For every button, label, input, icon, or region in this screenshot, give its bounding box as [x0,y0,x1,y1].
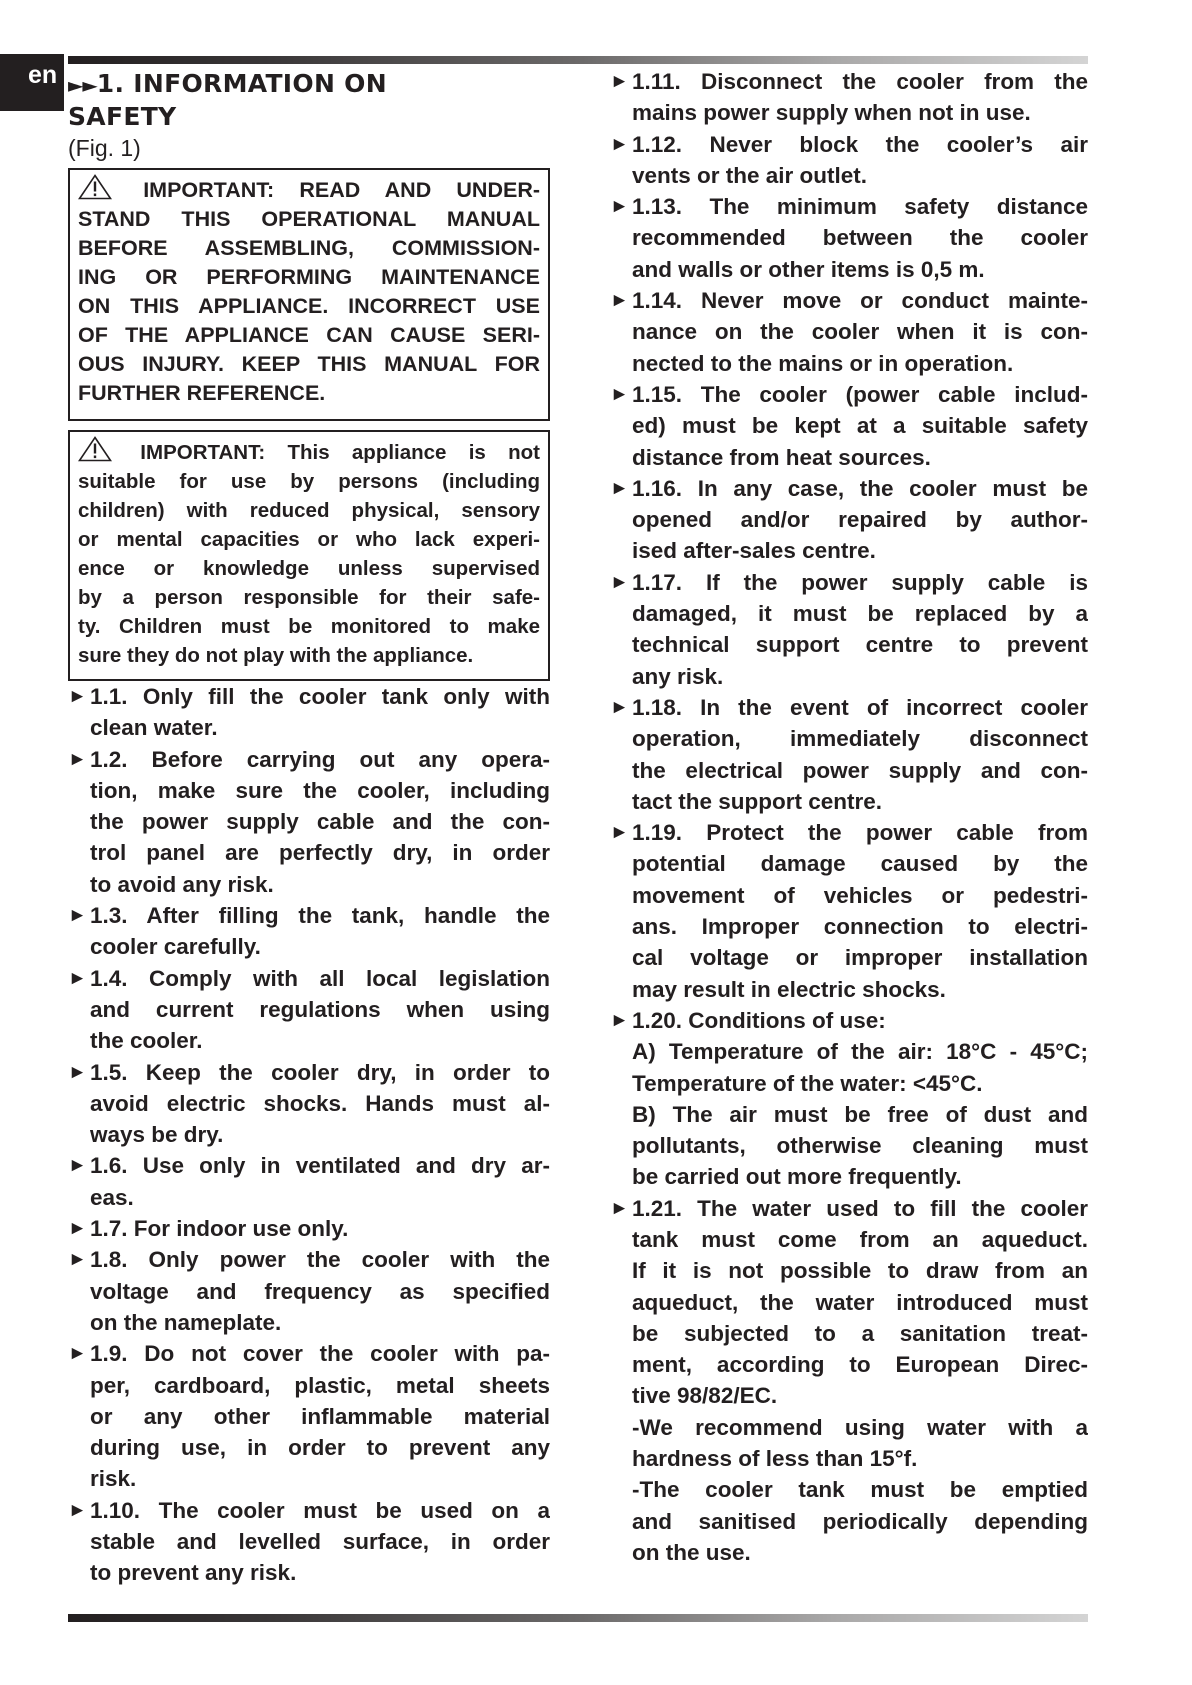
left-column [68,68,550,1589]
safety-item [610,66,1088,129]
right-column [610,66,1088,1568]
safety-item-line: to avoid any risk. [90,871,274,897]
section-heading-line-1 [68,68,550,101]
safety-item-line: may result in electric shocks. [632,976,946,1002]
safety-item [68,1495,550,1589]
safety-item-line: 1.12. Never block the cooler’s air [632,131,1088,157]
safety-item-line: tion, make sure the cooler, including [90,777,550,803]
warning-text-line: sure they do not play with the appliance. [78,644,474,667]
arrow-bullet-icon: ► [610,477,629,499]
safety-item-line: risk. [90,1466,137,1492]
warning-text-line: OF THE APPLIANCE CAN CAUSE SERI- [78,323,540,347]
warning-text-line: OUS INJURY. KEEP THIS MANUAL FOR [78,352,540,376]
safety-item-line: 1.10. The cooler must be used on a [90,1497,550,1523]
safety-item [68,1057,550,1151]
double-arrow-icon: ►► [68,73,97,97]
safety-item-line: on the nameplate. [90,1309,282,1335]
warning-text-line: or mental capacities or who lack experi- [78,528,540,551]
warning-box-suitability [68,430,550,681]
safety-item-line: 1.19. Protect the power cable from [632,820,1088,846]
safety-item-line: the cooler. [90,1028,203,1054]
safety-subitem-line: pollutants, otherwise cleaning must [632,1133,1088,1159]
safety-item-line: the power supply cable and the con- [90,809,550,835]
warning-text-line: BEFORE ASSEMBLING, COMMISSION- [78,236,540,260]
safety-subitem-line: and sanitised periodically depending [632,1508,1088,1534]
safety-item-line: 1.2. Before carrying out any opera- [90,746,550,772]
warning-text-line [78,436,540,467]
safety-item-line: 1.18. In the event of incorrect cooler [632,694,1088,720]
safety-item-line: clean water. [90,715,218,741]
safety-item [610,1005,1088,1193]
safety-item-line: 1.16. In any case, the cooler must be [632,475,1088,501]
arrow-bullet-icon: ► [68,905,87,927]
warning-text-line: suitable for use by persons (including [78,470,540,493]
safety-item-line: 1.5. Keep the cooler dry, in order to [90,1059,550,1085]
warning-text-line: children) with reduced physical, sensory [78,499,540,522]
arrow-bullet-icon: ► [68,748,87,770]
arrow-bullet-icon: ► [610,1197,629,1219]
safety-item [610,191,1088,285]
safety-item [610,129,1088,192]
safety-subitem-line: -The cooler tank must be emptied [632,1477,1088,1503]
safety-item [610,285,1088,379]
safety-item [68,1213,550,1244]
safety-item-line: 1.21. The water used to fill the cooler [632,1195,1088,1221]
arrow-bullet-icon: ► [610,1009,629,1031]
section-heading-line-2: SAFETY [68,102,177,131]
safety-item-line: or any other inflammable material [90,1403,550,1429]
arrow-bullet-icon: ► [610,133,629,155]
safety-item-line: to prevent any risk. [90,1560,297,1586]
safety-item-line: opened and/or repaired by author- [632,507,1088,533]
safety-subitem-line: Temperature of the water: <45°C. [632,1070,983,1096]
safety-item [610,379,1088,473]
arrow-bullet-icon: ► [610,290,629,312]
arrow-bullet-icon: ► [610,196,629,218]
arrow-bullet-icon: ► [610,696,629,718]
safety-item [68,1244,550,1338]
safety-item-line: tive 98/82/EC. [632,1383,778,1409]
arrow-bullet-icon: ► [68,1218,87,1240]
safety-item-line: 1.14. Never move or conduct mainte- [632,288,1088,314]
safety-item-line: eas. [90,1184,134,1210]
safety-item-line: during use, in order to prevent any [90,1435,550,1461]
safety-item [68,681,550,744]
safety-item-line: 1.13. The minimum safety distance [632,194,1088,220]
arrow-bullet-icon: ► [68,686,87,707]
safety-subitem-line: A) Temperature of the air: 18°C - 45°C; [632,1039,1088,1065]
safety-item-line: the electrical power supply and con- [632,757,1088,783]
section-heading [68,68,550,132]
safety-item-line: potential damage caused by the [632,851,1088,877]
safety-item-line: voltage and frequency as specified [90,1278,550,1304]
safety-item-line: 1.1. Only fill the cooler tank only with [90,684,550,709]
safety-item-line: 1.6. Use only in ventilated and dry ar- [90,1153,550,1179]
safety-item-line: ans. Improper connection to electri- [632,914,1088,940]
safety-item [68,1150,550,1213]
safety-subitem-line: hardness of less than 15°f. [632,1446,918,1472]
safety-item-line: 1.9. Do not cover the cooler with pa- [90,1341,550,1367]
arrow-bullet-icon: ► [68,1061,87,1083]
safety-list-right [610,66,1088,1568]
safety-item-line: aqueduct, the water introduced must [632,1289,1088,1315]
arrow-bullet-icon: ► [68,967,87,989]
warning-text-line: FURTHER REFERENCE. [78,381,326,405]
safety-item-line: technical support centre to prevent [632,632,1088,658]
safety-item-line: tact the support centre. [632,788,883,814]
safety-subitem-line: on the use. [632,1539,751,1565]
safety-item-line: nected to the mains or in operation. [632,350,1014,376]
safety-item-line: damaged, it must be replaced by a [632,601,1088,627]
safety-item [68,900,550,963]
warning-text-line [78,174,540,205]
safety-item-line: and current regulations when using [90,996,550,1022]
safety-item-line: per, cardboard, plastic, metal sheets [90,1372,550,1398]
safety-item-line: If it is not possible to draw from an [632,1258,1088,1284]
safety-item-line: operation, immediately disconnect [632,726,1088,752]
safety-item [610,817,1088,1005]
safety-item-line: nance on the cooler when it is con- [632,319,1088,345]
safety-item [68,963,550,1057]
section-heading-text: 1. INFORMATION ON [96,69,387,98]
language-code: en [28,61,58,89]
safety-item [610,473,1088,567]
safety-subitem-line: be carried out more frequently. [632,1164,962,1190]
safety-item-line: ised after-sales centre. [632,538,876,564]
arrow-bullet-icon: ► [68,1343,87,1365]
figure-reference: (Fig. 1) [68,135,141,161]
safety-item-line: ed) must be kept at a suitable safety [632,413,1088,439]
warning-text-line: by a person responsible for their safe- [78,586,540,609]
safety-item-line: any risk. [632,663,724,689]
warning-text-line: ence or knowledge unless supervised [78,557,540,580]
safety-item [610,567,1088,692]
safety-item-line: cal voltage or improper installation [632,945,1088,971]
safety-list-left [68,681,550,1589]
warning-text-line: STAND THIS OPERATIONAL MANUAL [78,207,540,231]
arrow-bullet-icon: ► [610,71,629,92]
safety-item-line: vents or the air outlet. [632,162,868,188]
top-divider [68,56,1088,64]
safety-item-line: 1.3. After filling the tank, handle the [90,903,550,929]
safety-item-line: be subjected to a sanitation treat- [632,1320,1088,1346]
safety-item-line: 1.4. Comply with all local legislation [90,965,550,991]
arrow-bullet-icon: ► [610,383,629,405]
safety-item-line: mains power supply when not in use. [632,100,1031,126]
safety-item-line: 1.20. Conditions of use: [632,1007,886,1033]
bottom-divider [68,1614,1088,1622]
language-tab [0,54,64,111]
warning-text-line: ty. Children must be monitored to make [78,615,540,638]
safety-item [68,744,550,900]
safety-subitem-line: -We recommend using water with a [632,1414,1088,1440]
arrow-bullet-icon: ► [68,1155,87,1177]
safety-item-line: movement of vehicles or pedestri- [632,882,1088,908]
safety-item-line: cooler carefully. [90,934,261,960]
safety-item-line: 1.11. Disconnect the cooler from the [632,69,1088,94]
safety-item [610,692,1088,817]
arrow-bullet-icon: ► [68,1499,87,1521]
safety-item-line: ways be dry. [90,1122,224,1148]
safety-item [68,1338,550,1494]
warning-triangle-icon [78,436,112,462]
arrow-bullet-icon: ► [610,822,629,844]
safety-item-line: distance from heat sources. [632,444,931,470]
safety-item-line: and walls or other items is 0,5 m. [632,256,985,282]
warning-text-line: ING OR PERFORMING MAINTENANCE [78,265,540,289]
safety-subitem-line: B) The air must be free of dust and [632,1101,1088,1127]
safety-item-line: ment, according to European Direc- [632,1352,1088,1378]
safety-item-line: recommended between the cooler [632,225,1088,251]
safety-item-line: stable and levelled surface, in order [90,1529,550,1555]
arrow-bullet-icon: ► [610,571,629,593]
arrow-bullet-icon: ► [68,1249,87,1271]
safety-item-line: 1.15. The cooler (power cable includ- [632,381,1088,407]
warning-box-manual [68,168,550,421]
warning-text-line: ON THIS APPLIANCE. INCORRECT USE [78,294,540,318]
warning-text: IMPORTANT: READ AND UNDER- [143,178,540,202]
safety-item-line: 1.8. Only power the cooler with the [90,1247,550,1273]
warning-text: IMPORTANT: This appliance is not [140,441,540,464]
safety-item [610,1193,1088,1569]
safety-item-line: tank must come from an aqueduct. [632,1226,1088,1252]
warning-triangle-icon [78,174,112,200]
safety-item-line: 1.7. For indoor use only. [90,1216,349,1242]
safety-item-line: 1.17. If the power supply cable is [632,569,1088,595]
safety-item-line: trol panel are perfectly dry, in order [90,840,550,866]
safety-item-line: avoid electric shocks. Hands must al- [90,1090,550,1116]
